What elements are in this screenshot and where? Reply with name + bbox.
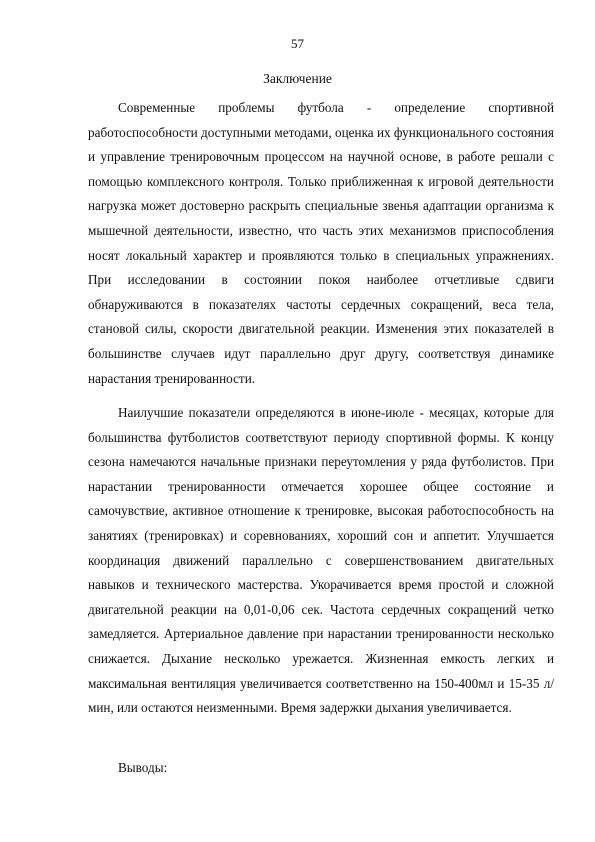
paragraph-1: Современные проблемы футбола - определение спортивной работоспособности доступными методами, оценка их функционального состояния и управление тренировочным процессом на научной основе, в работе решали с помощью комплексного контроля. Только приближенная к игровой деятельности нагрузка может достоверно раскрыть специальные звенья адаптации организма к мышечной деятельности, известно, что часть этих механизмов приспособления носят локальный характер и проявляются только в специальных упражнениях. При исследовании в состоянии покоя наиболее отчетливые сдвиги обнаруживаются в показателях частоты сердечных сокращений, веса тела, становой силы, скорости двигательной реакции. Изменения этих показателей в большинстве случаев идут параллельно друг другу, соответствуя динамике нарастания тренированности. — [88, 100, 554, 386]
page-number: 57 — [291, 36, 304, 51]
conclusions-label: Выводы: — [118, 760, 168, 775]
section-heading: Заключение — [263, 71, 332, 86]
paragraph-2: Наилучшие показатели определяются в июне-июле - месяцах, которые для большинства футболистов соответствуют периоду спортивной формы. К концу сезона намечаются начальные признаки переутомления у ряда футболистов. При нарастании тренированности отмечается хорошее общее состояние и самочувствие, активное отношение к тренировке, высокая работоспособность на занятиях (тренировках) и соревнованиях, хороший сон и аппетит. Улучшается координация движений параллельно с совершенствованием двигательных навыков и технического мастерства. Укорачивается время простой и сложной двигательной реакции на 0,01-0,06 сек. Частота сердечных сокращений четко замедляется. Артериальное давление при нарастании тренированности несколько снижается. Дыхание несколько урежается. Жизненная емкость легких и максимальная вентиляция увеличивается соответственно на 150-400мл и 15-35 л/мин, или остаются неизменными. Время задержки дыхания увеличивается. — [88, 405, 554, 716]
